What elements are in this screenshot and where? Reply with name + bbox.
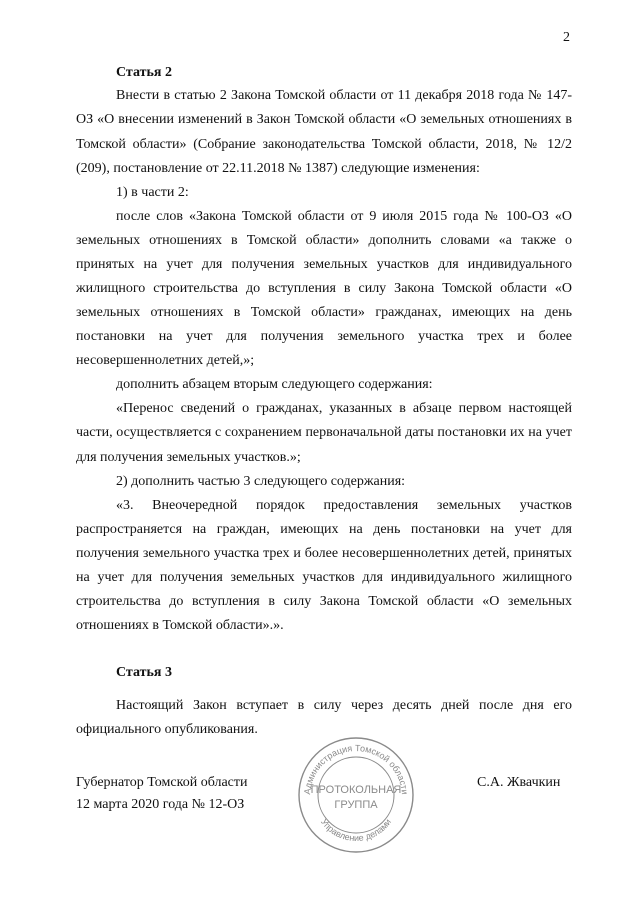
signatory-position: Губернатор Томской области <box>76 775 248 790</box>
article-2-paragraph: 1) в части 2: <box>116 185 189 201</box>
law-date-number: 12 марта 2020 года № 12-ОЗ <box>76 797 245 812</box>
official-stamp <box>296 733 416 855</box>
article-2-paragraph: «Перенос сведений о гражданах, указанных в абзаце первом настоящей части, осуществляется с сохранением первоначальной даты постановки их на учет для получения земельных участков.»; <box>76 401 572 465</box>
article-2-paragraph: «3. Внеочередной порядок предоставления земельных участков распространяется на граждан, имеющих на день постановки на учет для получения земельного участка трех и более несовершеннолетних детей, принятых на учет для получения земельных участков для индивидуального жилищного строительства до вступления в силу Закона Томской области «О земельных отношениях в Томской области».». <box>76 497 572 633</box>
signature-block <box>76 772 248 816</box>
page-number: 2 <box>563 30 570 45</box>
article-2-paragraph: дополнить абзацем вторым следующего содержания: <box>116 377 433 393</box>
stamp-center-line1: ПРОТОКОЛЬНАЯ <box>310 784 402 796</box>
stamp-outer-top-text: Администрация Томской области <box>302 742 410 795</box>
article-2-paragraph: после слов «Закона Томской области от 9 июля 2015 года № 100-ОЗ «О земельных отношениях в Томской области» дополнить словами «а также о принятых на учет для получения земельных участков для индивидуального жилищного строительства до вступления в силу Закона Томской области «О земельных отношениях в Томской области» гражданах, имеющих на день постановки на учет для получения земельного участка трех и более несовершеннолетних детей,»; <box>76 209 572 369</box>
stamp-outer-bottom-text: Управление делами <box>318 816 394 844</box>
article-3-title: Статья 3 <box>116 664 172 680</box>
document-body <box>76 62 572 742</box>
article-3-paragraph: Настоящий Закон вступает в силу через десять дней после дня его официального опубликования. <box>76 697 572 737</box>
article-2-paragraph: 2) дополнить частью 3 следующего содержания: <box>116 473 406 489</box>
article-2-title: Статья 2 <box>116 65 172 80</box>
signatory-name: С.А. Жвачкин <box>477 775 561 790</box>
stamp-center-line2: ГРУППА <box>334 799 378 811</box>
article-2-paragraph: Внести в статью 2 Закона Томской области от 11 декабря 2018 года № 147-ОЗ «О внесении изменений в Закон Томской области «О земельных отношениях в Томской области» (Собрание законодательства Томской области, 2018, № 12/2 (209), постановление от 22.11.2018 № 1387) следующие изменения: <box>76 88 572 176</box>
